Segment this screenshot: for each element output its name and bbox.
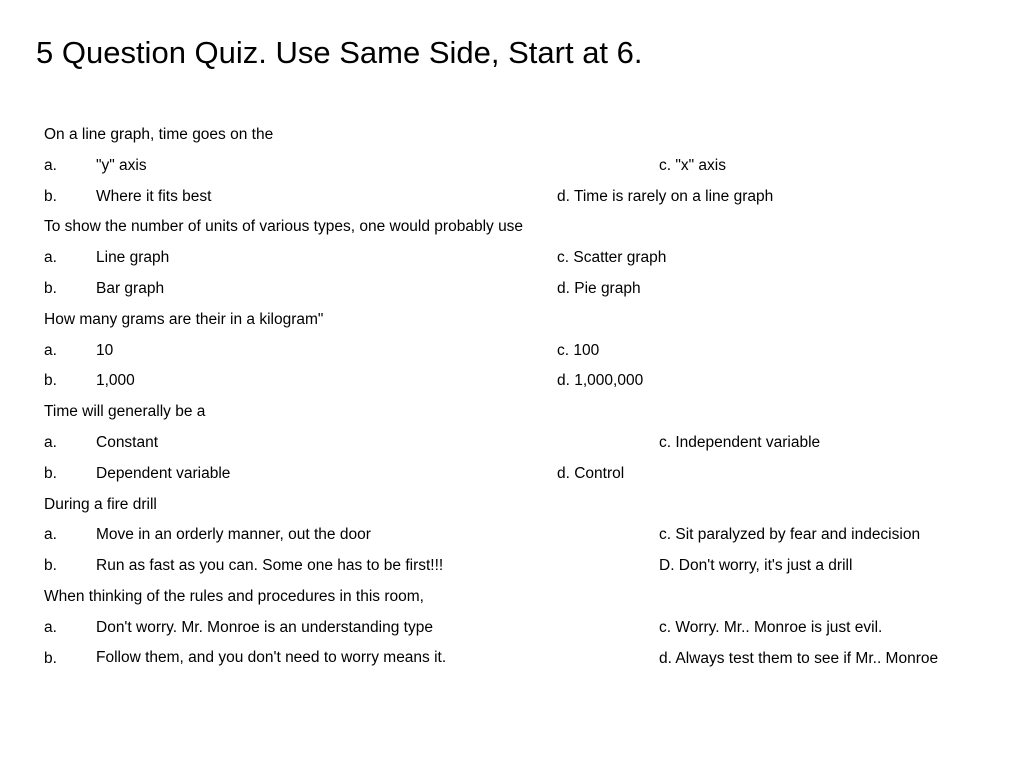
question-2	[44, 216, 1004, 247]
option-a-text: 10	[96, 341, 114, 359]
answer-row	[44, 432, 1004, 463]
answer-row	[44, 155, 1004, 186]
option-c-text: c. 100	[557, 341, 600, 359]
question-text: How many grams are their in a kilogram"	[44, 310, 324, 328]
question-4	[44, 401, 1004, 432]
answer-row	[44, 278, 1004, 309]
answer-row	[44, 247, 1004, 278]
option-letter: b.	[44, 279, 57, 297]
question-1	[44, 124, 1004, 155]
option-b-text: Dependent variable	[96, 464, 231, 482]
option-c-text: c. Scatter graph	[557, 249, 667, 267]
option-b-text: Bar graph	[96, 279, 165, 297]
answer-row	[44, 524, 1004, 555]
option-b-text: Where it fits best	[96, 187, 212, 205]
option-c-text: c. Worry. Mr.. Monroe is just evil.	[659, 618, 883, 636]
option-letter: a.	[44, 341, 57, 359]
answer-row	[44, 463, 1004, 494]
answer-row	[44, 340, 1004, 371]
option-letter: b.	[44, 557, 57, 575]
option-a-text: Constant	[96, 433, 159, 451]
option-b-text: 1,000	[96, 372, 135, 390]
option-letter: b.	[44, 464, 57, 482]
answer-row	[44, 617, 1004, 648]
question-text: On a line graph, time goes on the	[44, 126, 274, 143]
answer-row	[44, 370, 1004, 401]
option-d-text: d. Always test them to see if Mr.. Monroe	[659, 649, 939, 667]
question-text: When thinking of the rules and procedures in this room,	[44, 587, 424, 605]
option-c-text: c. Independent variable	[659, 433, 821, 451]
option-a-text: Move in an orderly manner, out the door	[96, 526, 371, 544]
option-letter: b.	[44, 649, 57, 667]
option-c-text: c. Sit paralyzed by fear and indecision	[659, 526, 921, 544]
option-letter: a.	[44, 526, 57, 544]
option-d-text: d. 1,000,000	[557, 372, 644, 390]
option-b-text: Run as fast as you can. Some one has to be first!!!	[96, 557, 444, 575]
slide-title: 5 Question Quiz. Use Same Side, Start at 6.	[36, 35, 643, 70]
option-letter: b.	[44, 372, 57, 390]
option-letter: b.	[44, 187, 57, 205]
answer-row	[44, 186, 1004, 217]
option-letter: a.	[44, 156, 57, 174]
option-letter: a.	[44, 249, 57, 267]
option-a-text: Don't worry. Mr. Monroe is an understanding type	[96, 618, 433, 636]
option-letter: a.	[44, 433, 57, 451]
question-3	[44, 309, 1004, 340]
question-text: To show the number of units of various types, one would probably use	[44, 218, 524, 236]
option-b-text: Follow them, and you don't need to worry means it.	[96, 648, 447, 666]
option-d-text: d. Time is rarely on a line graph	[557, 187, 774, 205]
question-text: During a fire drill	[44, 495, 157, 513]
option-a-text: "y" axis	[96, 156, 147, 174]
answer-row	[44, 648, 1004, 679]
option-d-text: D. Don't worry, it's just a drill	[659, 557, 853, 575]
question-5	[44, 494, 1004, 525]
answer-row	[44, 555, 1004, 586]
option-d-text: d. Pie graph	[557, 279, 641, 297]
quiz-content	[44, 124, 1004, 678]
option-letter: a.	[44, 618, 57, 636]
option-a-text: Line graph	[96, 249, 170, 267]
question-text: Time will generally be a	[44, 403, 206, 421]
option-c-text: c. "x" axis	[659, 156, 726, 174]
question-6	[44, 586, 1004, 617]
option-d-text: d. Control	[557, 464, 625, 482]
